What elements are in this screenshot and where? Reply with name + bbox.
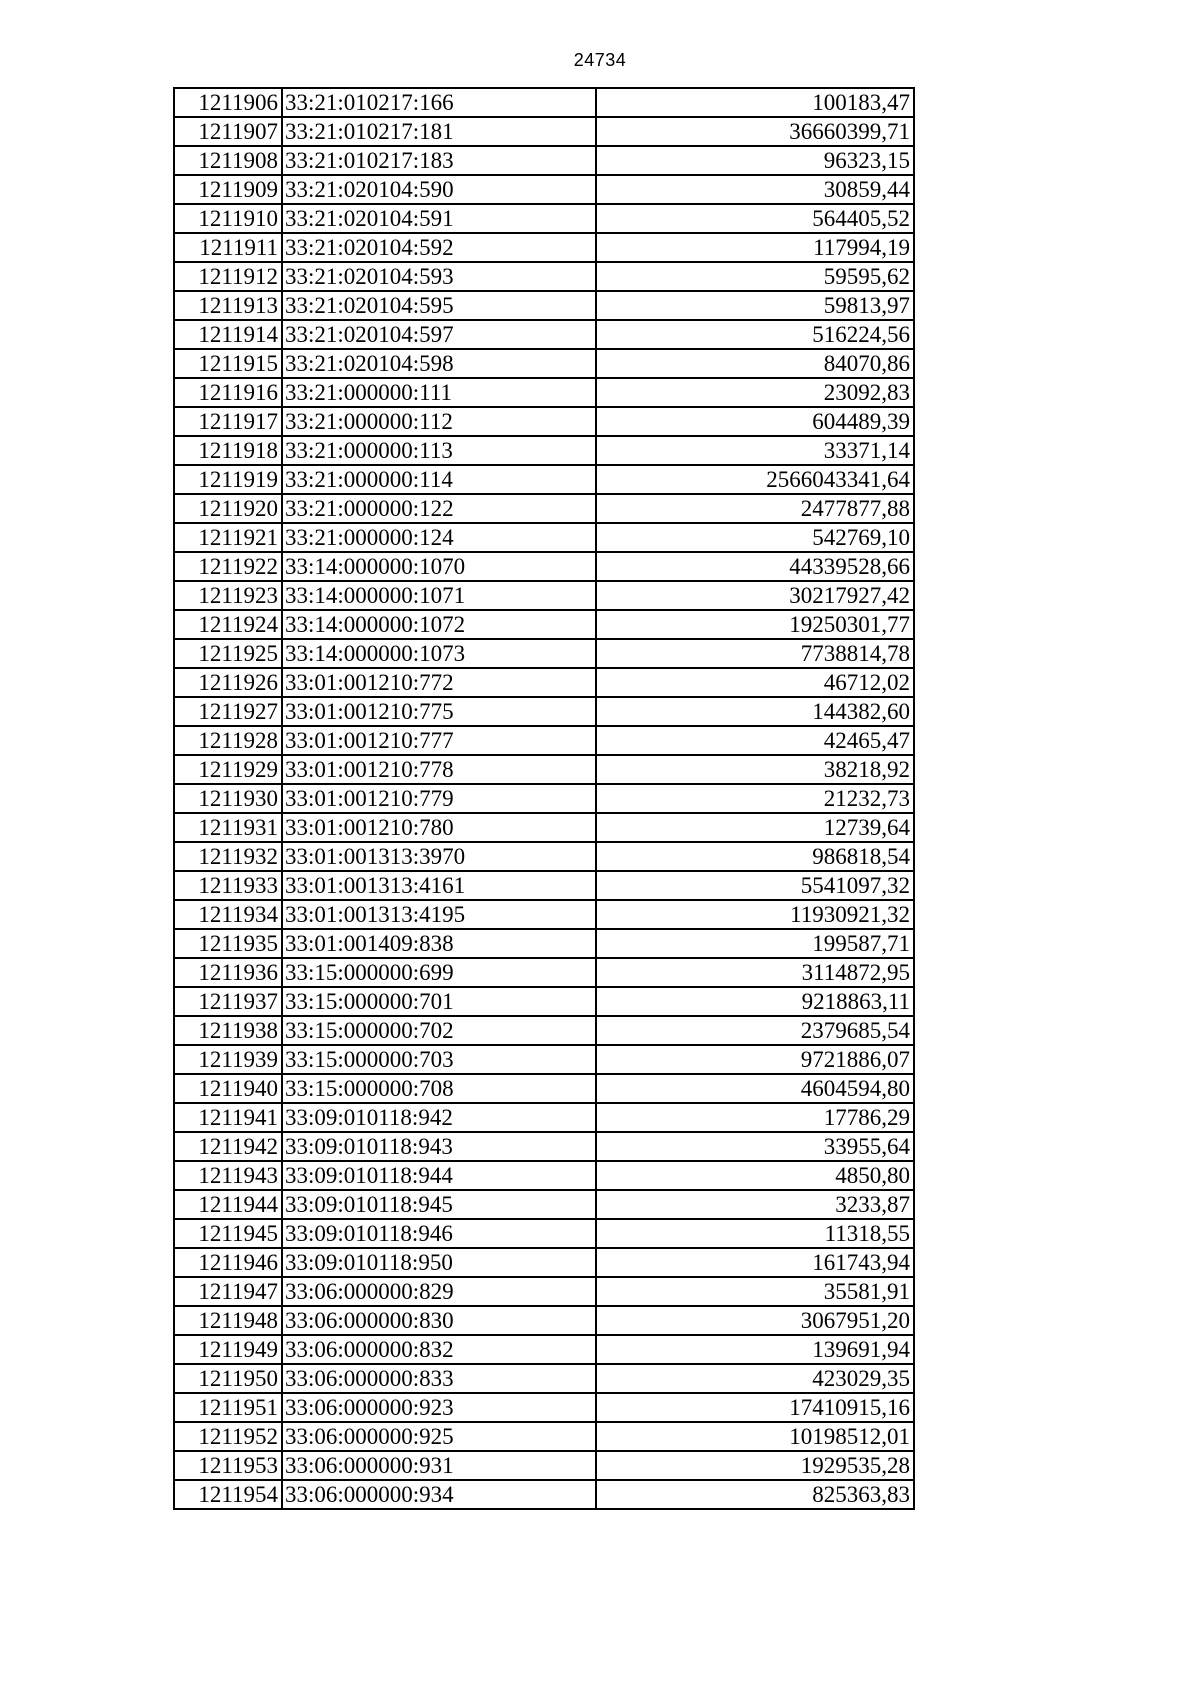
cadastral-number-cell: 33:09:010118:942 (282, 1103, 596, 1132)
cadastral-number-cell: 33:01:001210:772 (282, 668, 596, 697)
cadastral-number-cell: 33:14:000000:1070 (282, 552, 596, 581)
table-row (174, 1306, 914, 1335)
row-id-cell: 1211950 (174, 1364, 282, 1393)
cadastral-value-cell: 117994,19 (596, 233, 914, 262)
table-row (174, 668, 914, 697)
cadastral-number-cell: 33:21:020104:598 (282, 349, 596, 378)
page-number: 24734 (573, 50, 627, 70)
cadastral-value-cell: 46712,02 (596, 668, 914, 697)
row-id-cell: 1211935 (174, 929, 282, 958)
cadastral-value-cell: 139691,94 (596, 1335, 914, 1364)
cadastral-value-cell: 19250301,77 (596, 610, 914, 639)
table-row (174, 88, 914, 117)
cadastral-value-cell: 423029,35 (596, 1364, 914, 1393)
cadastral-number-cell: 33:14:000000:1072 (282, 610, 596, 639)
row-id-cell: 1211921 (174, 523, 282, 552)
table-row (174, 523, 914, 552)
row-id-cell: 1211926 (174, 668, 282, 697)
row-id-cell: 1211916 (174, 378, 282, 407)
cadastral-number-cell: 33:15:000000:708 (282, 1074, 596, 1103)
table-row (174, 726, 914, 755)
cadastral-number-cell: 33:06:000000:832 (282, 1335, 596, 1364)
table-row (174, 1248, 914, 1277)
row-id-cell: 1211932 (174, 842, 282, 871)
cadastral-value-cell: 30859,44 (596, 175, 914, 204)
row-id-cell: 1211919 (174, 465, 282, 494)
cadastral-number-cell: 33:06:000000:934 (282, 1480, 596, 1509)
row-id-cell: 1211910 (174, 204, 282, 233)
cadastral-value-cell: 96323,15 (596, 146, 914, 175)
table-row (174, 900, 914, 929)
row-id-cell: 1211908 (174, 146, 282, 175)
row-id-cell: 1211945 (174, 1219, 282, 1248)
row-id-cell: 1211906 (174, 88, 282, 117)
table-row (174, 204, 914, 233)
cadastral-number-cell: 33:15:000000:701 (282, 987, 596, 1016)
cadastral-value-cell: 604489,39 (596, 407, 914, 436)
cadastral-value-cell: 33955,64 (596, 1132, 914, 1161)
table-row (174, 262, 914, 291)
row-id-cell: 1211907 (174, 117, 282, 146)
cadastral-number-cell: 33:15:000000:702 (282, 1016, 596, 1045)
cadastral-value-cell: 1929535,28 (596, 1451, 914, 1480)
table-row (174, 958, 914, 987)
cadastral-number-cell: 33:21:000000:113 (282, 436, 596, 465)
row-id-cell: 1211920 (174, 494, 282, 523)
cadastral-number-cell: 33:01:001313:3970 (282, 842, 596, 871)
cadastral-value-cell: 3067951,20 (596, 1306, 914, 1335)
table-row (174, 755, 914, 784)
row-id-cell: 1211927 (174, 697, 282, 726)
cadastral-number-cell: 33:06:000000:829 (282, 1277, 596, 1306)
cadastral-value-cell: 10198512,01 (596, 1422, 914, 1451)
row-id-cell: 1211931 (174, 813, 282, 842)
cadastral-value-cell: 144382,60 (596, 697, 914, 726)
cadastral-value-cell: 17786,29 (596, 1103, 914, 1132)
row-id-cell: 1211952 (174, 1422, 282, 1451)
cadastral-number-cell: 33:21:020104:597 (282, 320, 596, 349)
cadastral-value-cell: 9721886,07 (596, 1045, 914, 1074)
row-id-cell: 1211911 (174, 233, 282, 262)
cadastral-value-cell: 12739,64 (596, 813, 914, 842)
row-id-cell: 1211946 (174, 1248, 282, 1277)
row-id-cell: 1211933 (174, 871, 282, 900)
table-row (174, 1277, 914, 1306)
row-id-cell: 1211929 (174, 755, 282, 784)
row-id-cell: 1211909 (174, 175, 282, 204)
table-row (174, 1161, 914, 1190)
table-row (174, 320, 914, 349)
table-row (174, 1335, 914, 1364)
cadastral-value-cell: 30217927,42 (596, 581, 914, 610)
cadastral-value-cell: 9218863,11 (596, 987, 914, 1016)
table-row (174, 1074, 914, 1103)
row-id-cell: 1211924 (174, 610, 282, 639)
row-id-cell: 1211928 (174, 726, 282, 755)
table-row (174, 784, 914, 813)
cadastral-value-cell: 33371,14 (596, 436, 914, 465)
cadastral-value-cell: 23092,83 (596, 378, 914, 407)
table-row (174, 813, 914, 842)
row-id-cell: 1211940 (174, 1074, 282, 1103)
table-row (174, 146, 914, 175)
row-id-cell: 1211923 (174, 581, 282, 610)
cadastral-value-cell: 42465,47 (596, 726, 914, 755)
cadastral-value-cell: 35581,91 (596, 1277, 914, 1306)
row-id-cell: 1211951 (174, 1393, 282, 1422)
cadastral-number-cell: 33:01:001210:780 (282, 813, 596, 842)
cadastral-number-cell: 33:09:010118:950 (282, 1248, 596, 1277)
cadastral-value-cell: 825363,83 (596, 1480, 914, 1509)
row-id-cell: 1211912 (174, 262, 282, 291)
table-row (174, 349, 914, 378)
cadastral-value-cell: 84070,86 (596, 349, 914, 378)
table-row (174, 987, 914, 1016)
table-row (174, 697, 914, 726)
row-id-cell: 1211925 (174, 639, 282, 668)
row-id-cell: 1211939 (174, 1045, 282, 1074)
cadastral-value-cell: 542769,10 (596, 523, 914, 552)
cadastral-number-cell: 33:06:000000:931 (282, 1451, 596, 1480)
table-row (174, 1364, 914, 1393)
cadastral-number-cell: 33:21:000000:112 (282, 407, 596, 436)
cadastral-number-cell: 33:06:000000:833 (282, 1364, 596, 1393)
cadastral-value-cell: 2566043341,64 (596, 465, 914, 494)
table-row (174, 1393, 914, 1422)
table-row (174, 842, 914, 871)
row-id-cell: 1211913 (174, 291, 282, 320)
cadastral-number-cell: 33:06:000000:830 (282, 1306, 596, 1335)
cadastral-number-cell: 33:21:000000:114 (282, 465, 596, 494)
table-row (174, 1219, 914, 1248)
cadastral-number-cell: 33:21:010217:181 (282, 117, 596, 146)
table-row (174, 871, 914, 900)
cadastral-value-cell: 59595,62 (596, 262, 914, 291)
table-row (174, 1422, 914, 1451)
cadastral-number-cell: 33:21:000000:111 (282, 378, 596, 407)
cadastral-value-cell: 564405,52 (596, 204, 914, 233)
cadastral-number-cell: 33:21:010217:183 (282, 146, 596, 175)
row-id-cell: 1211938 (174, 1016, 282, 1045)
cadastral-number-cell: 33:09:010118:945 (282, 1190, 596, 1219)
row-id-cell: 1211948 (174, 1306, 282, 1335)
cadastral-number-cell: 33:06:000000:923 (282, 1393, 596, 1422)
table-row (174, 929, 914, 958)
cadastral-number-cell: 33:15:000000:699 (282, 958, 596, 987)
row-id-cell: 1211914 (174, 320, 282, 349)
row-id-cell: 1211917 (174, 407, 282, 436)
cadastral-number-cell: 33:01:001409:838 (282, 929, 596, 958)
cadastral-value-table (173, 87, 915, 1510)
table-row (174, 233, 914, 262)
cadastral-value-cell: 161743,94 (596, 1248, 914, 1277)
cadastral-number-cell: 33:14:000000:1073 (282, 639, 596, 668)
cadastral-value-cell: 36660399,71 (596, 117, 914, 146)
table-row (174, 407, 914, 436)
cadastral-value-cell: 4850,80 (596, 1161, 914, 1190)
cadastral-value-cell: 38218,92 (596, 755, 914, 784)
table-row (174, 1451, 914, 1480)
cadastral-number-cell: 33:21:010217:166 (282, 88, 596, 117)
table-row (174, 639, 914, 668)
row-id-cell: 1211918 (174, 436, 282, 465)
table-row (174, 436, 914, 465)
cadastral-number-cell: 33:09:010118:946 (282, 1219, 596, 1248)
cadastral-number-cell: 33:01:001313:4161 (282, 871, 596, 900)
cadastral-number-cell: 33:21:020104:593 (282, 262, 596, 291)
row-id-cell: 1211915 (174, 349, 282, 378)
cadastral-value-cell: 44339528,66 (596, 552, 914, 581)
table-row (174, 552, 914, 581)
row-id-cell: 1211936 (174, 958, 282, 987)
row-id-cell: 1211954 (174, 1480, 282, 1509)
row-id-cell: 1211949 (174, 1335, 282, 1364)
cadastral-number-cell: 33:21:000000:124 (282, 523, 596, 552)
row-id-cell: 1211937 (174, 987, 282, 1016)
cadastral-value-cell: 4604594,80 (596, 1074, 914, 1103)
row-id-cell: 1211947 (174, 1277, 282, 1306)
row-id-cell: 1211943 (174, 1161, 282, 1190)
cadastral-value-cell: 59813,97 (596, 291, 914, 320)
table-body (174, 88, 914, 1509)
row-id-cell: 1211930 (174, 784, 282, 813)
cadastral-number-cell: 33:15:000000:703 (282, 1045, 596, 1074)
cadastral-number-cell: 33:21:020104:591 (282, 204, 596, 233)
cadastral-number-cell: 33:21:020104:595 (282, 291, 596, 320)
cadastral-number-cell: 33:01:001313:4195 (282, 900, 596, 929)
table-row (174, 1190, 914, 1219)
row-id-cell: 1211941 (174, 1103, 282, 1132)
cadastral-number-cell: 33:01:001210:779 (282, 784, 596, 813)
table-row (174, 465, 914, 494)
cadastral-value-cell: 100183,47 (596, 88, 914, 117)
table-row (174, 610, 914, 639)
cadastral-value-cell: 199587,71 (596, 929, 914, 958)
table-row (174, 1016, 914, 1045)
cadastral-value-cell: 5541097,32 (596, 871, 914, 900)
cadastral-number-cell: 33:06:000000:925 (282, 1422, 596, 1451)
cadastral-value-cell: 986818,54 (596, 842, 914, 871)
cadastral-value-cell: 3233,87 (596, 1190, 914, 1219)
cadastral-value-cell: 11318,55 (596, 1219, 914, 1248)
table-row (174, 378, 914, 407)
cadastral-value-cell: 2477877,88 (596, 494, 914, 523)
cadastral-number-cell: 33:21:020104:590 (282, 175, 596, 204)
row-id-cell: 1211942 (174, 1132, 282, 1161)
row-id-cell: 1211944 (174, 1190, 282, 1219)
cadastral-value-cell: 11930921,32 (596, 900, 914, 929)
cadastral-value-cell: 516224,56 (596, 320, 914, 349)
table-row (174, 1045, 914, 1074)
table-row (174, 581, 914, 610)
cadastral-value-cell: 2379685,54 (596, 1016, 914, 1045)
table-row (174, 1103, 914, 1132)
cadastral-number-cell: 33:14:000000:1071 (282, 581, 596, 610)
cadastral-number-cell: 33:01:001210:778 (282, 755, 596, 784)
table-row (174, 175, 914, 204)
cadastral-value-cell: 3114872,95 (596, 958, 914, 987)
cadastral-number-cell: 33:09:010118:943 (282, 1132, 596, 1161)
cadastral-value-cell: 7738814,78 (596, 639, 914, 668)
row-id-cell: 1211953 (174, 1451, 282, 1480)
table-row (174, 117, 914, 146)
cadastral-number-cell: 33:21:000000:122 (282, 494, 596, 523)
cadastral-number-cell: 33:01:001210:775 (282, 697, 596, 726)
row-id-cell: 1211934 (174, 900, 282, 929)
table-row (174, 494, 914, 523)
cadastral-value-cell: 17410915,16 (596, 1393, 914, 1422)
row-id-cell: 1211922 (174, 552, 282, 581)
cadastral-number-cell: 33:01:001210:777 (282, 726, 596, 755)
table-row (174, 291, 914, 320)
cadastral-value-cell: 21232,73 (596, 784, 914, 813)
cadastral-number-cell: 33:21:020104:592 (282, 233, 596, 262)
table-row (174, 1480, 914, 1509)
table-row (174, 1132, 914, 1161)
cadastral-number-cell: 33:09:010118:944 (282, 1161, 596, 1190)
